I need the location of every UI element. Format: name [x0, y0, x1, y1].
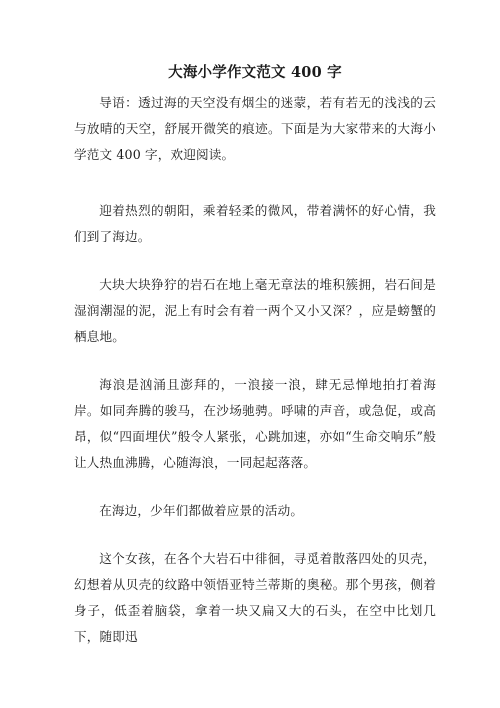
document-page: [74, 60, 436, 672]
intro-paragraph: 导语：透过海的天空没有烟尘的迷蒙，若有若无的浅浅的云与放晴的天空，舒展开微笑的痕迹。下面是为大家带来的大海小学范文 400 字，欢迎阅读。: [74, 95, 436, 162]
body-paragraph-3: 海浪是汹涌且澎拜的，一浪接一浪，肆无忌惮地拍打着海岸。如同奔腾的骏马，在沙场驰骋。呼啸的声音，或急促，或高昂，似“四面埋伏”般令人紧张，心跳加速，亦如“生命交响乐”般让人热血沸腾，心随海浪，一同起起落落。: [74, 377, 436, 470]
document-title: 大海小学作文范文 400 字: [168, 64, 342, 81]
body-paragraph-4: 在海边，少年们都做着应景的活动。: [99, 503, 304, 518]
body-paragraph-2: 大块大块狰狞的岩石在地上毫无章法的堆积簇拥，岩石间是湿润潮湿的泥，泥上有时会有着一两个又小又深？，应是螃蟹的栖息地。: [74, 277, 436, 344]
body-paragraph-5: 这个女孩，在各个大岩石中徘徊，寻觅着散落四处的贝壳，幻想着从贝壳的纹路中领悟亚特兰蒂斯的奥秘。那个男孩，侧着身子，低歪着脑袋，拿着一块又扁又大的石头，在空中比划几下，随即迅: [74, 551, 436, 644]
body-paragraph-1: 迎着热烈的朝阳，乘着轻柔的微风，带着满怀的好心情，我们到了海边。: [74, 203, 436, 244]
